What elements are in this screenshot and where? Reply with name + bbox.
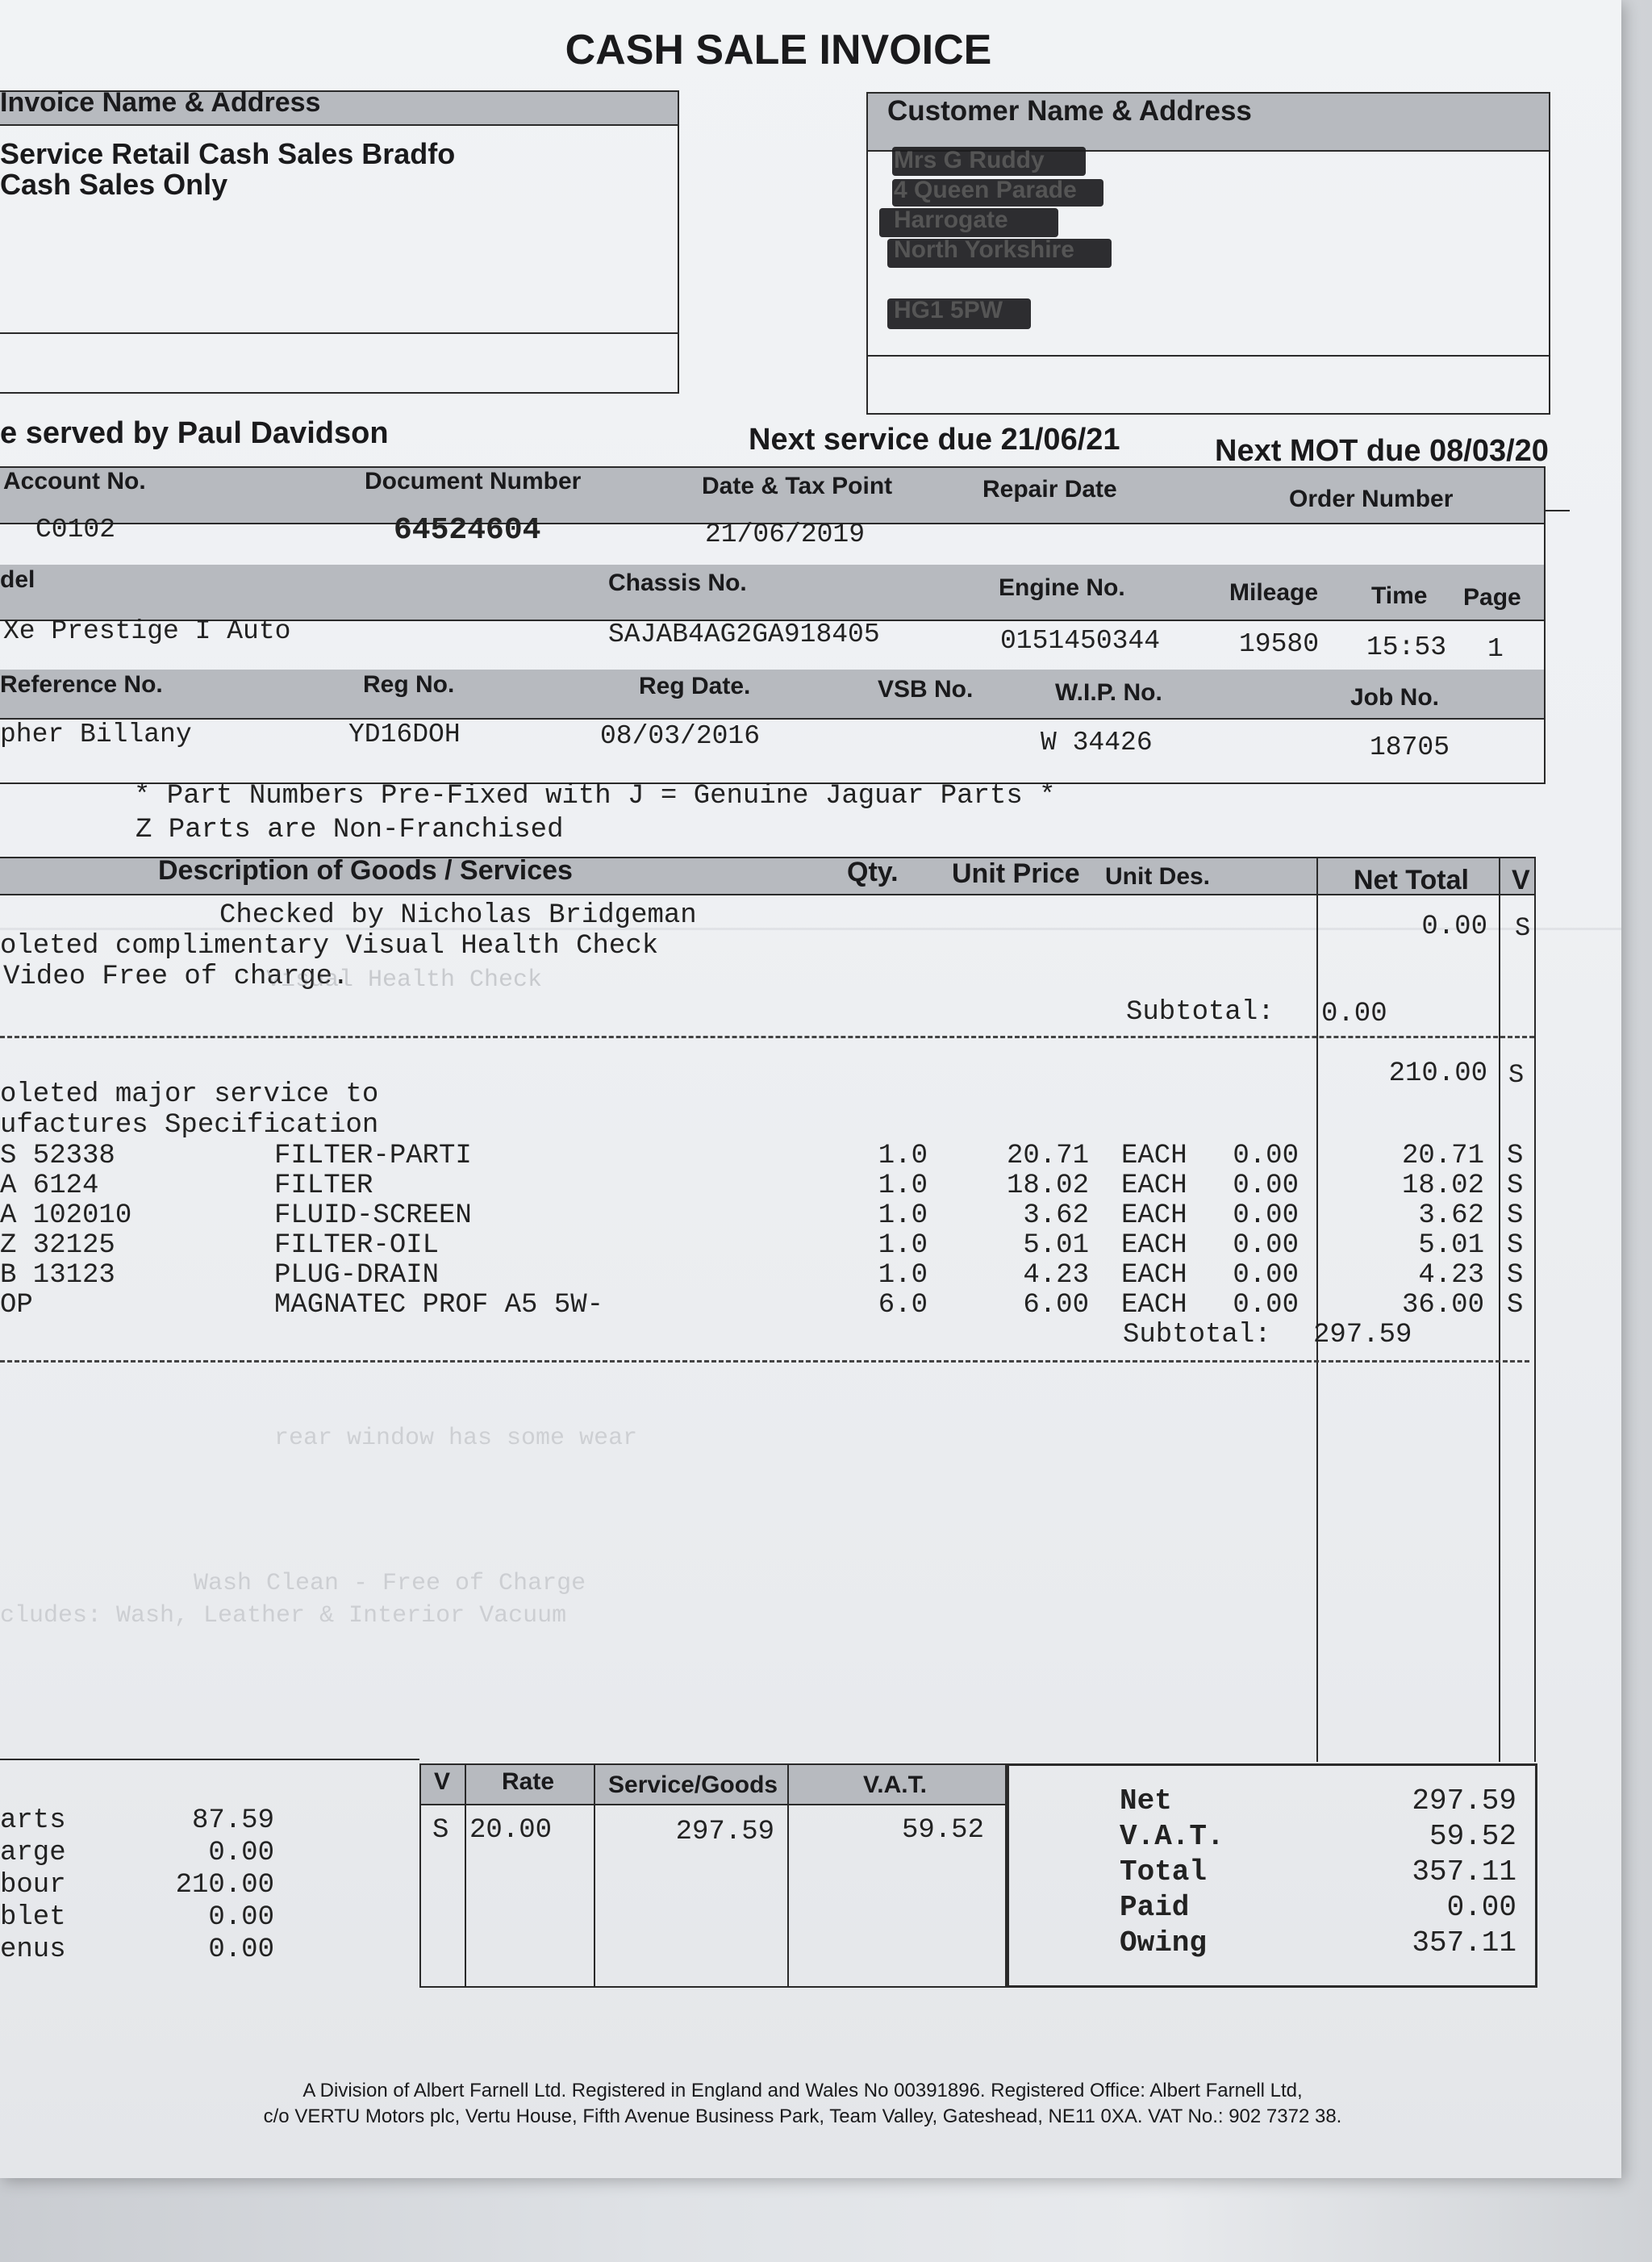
part-unit-des: EACH	[1121, 1200, 1187, 1231]
invoice-address-line2: Cash Sales Only	[0, 168, 228, 201]
part-description: FILTER-OIL	[274, 1230, 440, 1261]
header-chassis-no: Chassis No.	[608, 570, 747, 596]
header-page: Page	[1463, 584, 1521, 611]
time: 15:53	[1366, 632, 1447, 662]
part-vat-code: S	[1507, 1141, 1524, 1171]
total-label: Paid	[1120, 1891, 1190, 1924]
header-document-number: Document Number	[365, 468, 582, 495]
header-date-tax-point: Date & Tax Point	[702, 473, 893, 499]
part-vat-code: S	[1507, 1200, 1524, 1231]
customer-postcode: HG1 5PW	[894, 297, 1003, 323]
part-discount: 0.00	[1233, 1260, 1299, 1291]
header-vat-code: V	[1512, 865, 1530, 895]
part-discount: 0.00	[1233, 1230, 1299, 1261]
section-divider	[0, 1036, 1534, 1038]
analysis-label: blet	[0, 1902, 66, 1933]
engine-no: 0151450344	[1000, 626, 1161, 656]
analysis-label: enus	[0, 1934, 66, 1965]
vat-amount: 59.52	[901, 1815, 984, 1846]
vehicle-model: Xe Prestige I Auto	[3, 616, 291, 646]
part-unit-price: 5.01	[1023, 1230, 1089, 1261]
next-service-due: Next service due 21/06/21	[749, 423, 1120, 457]
part-net-total: 20.71	[1401, 1141, 1484, 1171]
part-net-total: 18.02	[1401, 1171, 1484, 1201]
part-description: MAGNATEC PROF A5 5W-	[274, 1290, 604, 1321]
header-account-no: Account No.	[3, 468, 146, 495]
section1-line1: Checked by Nicholas Bridgeman	[219, 900, 697, 931]
part-description: FILTER-PARTI	[274, 1141, 472, 1171]
part-unit-des: EACH	[1121, 1171, 1187, 1201]
part-description: PLUG-DRAIN	[274, 1260, 440, 1291]
total-label: Owing	[1120, 1926, 1208, 1959]
part-unit-price: 18.02	[1006, 1171, 1089, 1201]
invoice-address-line1: Service Retail Cash Sales Bradfo	[0, 137, 456, 170]
part-unit-price: 6.00	[1023, 1290, 1089, 1321]
footer-line2: c/o VERTU Motors plc, Vertu House, Fifth Avenue Business Park, Team Valley, Gateshead, NE11 0XA. VAT No.: 902 7372 38.	[263, 2105, 1342, 2127]
part-net-total: 3.62	[1418, 1200, 1484, 1231]
date-tax-point: 21/06/2019	[705, 520, 866, 549]
document-number: 64524604	[394, 513, 541, 548]
part-vat-code: S	[1507, 1230, 1524, 1261]
part-number: A 6124	[0, 1171, 99, 1201]
part-unit-price: 20.71	[1006, 1141, 1089, 1171]
part-unit-des: EACH	[1121, 1230, 1187, 1261]
customer-street: 4 Queen Parade	[894, 177, 1077, 203]
part-discount: 0.00	[1233, 1171, 1299, 1201]
section1-line2: oleted complimentary Visual Health Check	[0, 931, 659, 962]
header-repair-date: Repair Date	[982, 476, 1117, 503]
section2-subtotal-label: Subtotal:	[1123, 1320, 1271, 1350]
header-unit-des: Unit Des.	[1105, 863, 1211, 890]
analysis-value: 0.00	[208, 1838, 274, 1868]
analysis-label: bour	[0, 1870, 66, 1901]
section1-subtotal-label: Subtotal:	[1126, 997, 1274, 1028]
vat-header-rate: Rate	[502, 1768, 555, 1795]
part-description: FLUID-SCREEN	[274, 1200, 472, 1231]
invoice-address-heading: Invoice Name & Address	[0, 87, 321, 118]
part-discount: 0.00	[1233, 1290, 1299, 1321]
part-number: OP	[0, 1290, 33, 1321]
footer-line1: A Division of Albert Farnell Ltd. Registered in England and Wales No 00391896. Registered Office: Albert Farnell Ltd,	[302, 2080, 1303, 2101]
header-engine-no: Engine No.	[999, 574, 1125, 601]
header-order-number: Order Number	[1289, 486, 1454, 512]
part-qty: 1.0	[878, 1230, 928, 1261]
part-qty: 1.0	[878, 1200, 928, 1231]
part-qty: 6.0	[878, 1290, 928, 1321]
account-no: C0102	[35, 515, 116, 545]
page-number: 1	[1487, 634, 1504, 664]
part-unit-des: EACH	[1121, 1260, 1187, 1291]
analysis-value: 210.00	[175, 1870, 274, 1901]
part-net-total: 4.23	[1418, 1260, 1484, 1291]
service-goods-amount: 297.59	[675, 1817, 774, 1847]
part-net-total: 36.00	[1401, 1290, 1484, 1321]
reference-no: pher Billany	[0, 720, 192, 749]
part-net-total: 5.01	[1418, 1230, 1484, 1261]
section1-subtotal: 0.00	[1321, 999, 1387, 1029]
part-number: Z 32125	[0, 1230, 115, 1261]
section1-line3: Video Free of charge.	[3, 962, 349, 992]
header-model: del	[0, 566, 35, 593]
total-label: Total	[1120, 1855, 1208, 1888]
chassis-no: SAJAB4AG2GA918405	[608, 620, 880, 649]
header-vsb-no: VSB No.	[878, 676, 974, 703]
section2-vat-code: S	[1508, 1060, 1525, 1090]
analysis-value: 87.59	[191, 1805, 274, 1836]
part-vat-code: S	[1507, 1171, 1524, 1201]
part-vat-code: S	[1507, 1260, 1524, 1291]
part-discount: 0.00	[1233, 1200, 1299, 1231]
part-number: S 52338	[0, 1141, 115, 1171]
part-unit-des: EACH	[1121, 1141, 1187, 1171]
vat-header-vat: V.A.T.	[863, 1772, 927, 1798]
part-unit-price: 3.62	[1023, 1200, 1089, 1231]
header-mileage: Mileage	[1229, 579, 1319, 606]
header-time: Time	[1371, 582, 1428, 609]
analysis-label: arts	[0, 1805, 66, 1836]
header-net-total: Net Total	[1354, 865, 1469, 895]
next-mot-due: Next MOT due 08/03/20	[1215, 434, 1549, 468]
section1-vat-code: S	[1515, 913, 1531, 943]
header-qty: Qty.	[847, 857, 899, 887]
note-non-franchised: Z Parts are Non-Franchised	[136, 815, 564, 845]
net-total-column-line	[1316, 858, 1318, 1762]
job-no: 18705	[1370, 732, 1450, 762]
header-job-no: Job No.	[1350, 684, 1439, 711]
served-by: e served by Paul Davidson	[0, 416, 389, 450]
total-value: 357.11	[1412, 1926, 1516, 1959]
part-unit-price: 4.23	[1023, 1260, 1089, 1291]
mileage: 19580	[1239, 629, 1320, 659]
total-label: Net	[1120, 1784, 1172, 1818]
header-description: Description of Goods / Services	[158, 855, 573, 886]
part-qty: 1.0	[878, 1260, 928, 1291]
vat-code: S	[432, 1815, 449, 1846]
total-value: 297.59	[1412, 1784, 1516, 1818]
section1-net: 0.00	[1421, 912, 1487, 942]
analysis-value: 0.00	[208, 1902, 274, 1933]
section2-subtotal: 297.59	[1313, 1320, 1412, 1350]
customer-county: North Yorkshire	[894, 236, 1074, 263]
customer-address-heading: Customer Name & Address	[887, 95, 1252, 127]
customer-name: Mrs G Ruddy	[894, 147, 1045, 173]
section2-line2: ufactures Specification	[0, 1110, 379, 1141]
header-reference-no: Reference No.	[0, 671, 163, 698]
total-label: V.A.T.	[1120, 1820, 1224, 1853]
vat-header-v: V	[434, 1768, 451, 1795]
invoice-title: CASH SALE INVOICE	[565, 27, 992, 73]
vat-header-service-goods: Service/Goods	[608, 1772, 778, 1798]
section2-line1: oleted major service to	[0, 1079, 379, 1110]
header-reg-no: Reg No.	[363, 671, 455, 698]
total-value: 0.00	[1446, 1891, 1516, 1924]
reg-date: 08/03/2016	[600, 721, 761, 751]
total-value: 357.11	[1412, 1855, 1516, 1888]
section2-net: 210.00	[1388, 1058, 1487, 1089]
analysis-value: 0.00	[208, 1934, 274, 1965]
invoice-address-box	[0, 90, 679, 394]
part-unit-des: EACH	[1121, 1290, 1187, 1321]
part-number: A 102010	[0, 1200, 132, 1231]
header-wip-no: W.I.P. No.	[1055, 679, 1162, 706]
reg-no: YD16DOH	[348, 720, 461, 749]
part-discount: 0.00	[1233, 1141, 1299, 1171]
part-description: FILTER	[274, 1171, 373, 1201]
customer-town: Harrogate	[894, 207, 1008, 233]
note-genuine-parts: * Part Numbers Pre-Fixed with J = Genuine Jaguar Parts *	[134, 781, 1056, 812]
invoice-paper: CASH SALE INVOICE Invoice Name & Address Service Retail Cash Sales Bradfo Cash Sales Only Customer Name & Address Mrs G Ruddy 4 Queen Parade Harrogate North Yorkshire HG1 5PW e served by Paul Davidson Next service due 21/06/21 Next MOT due 08/03/20 Account No. Document Number Date & Tax Point Repair Date Order Number C0102 64524604 21/06/2019 del Chassis No. Engine No. Mileage Time Page Xe Prestige I Auto SAJAB4AG2GA918405 0151450344 19580 15:53 1 Reference No. Reg No. Reg Date. VSB No. W.I.P. No. Job No. pher Billany YD16DOH 08/03/2016 W 34426 18705 * Part Numbers Pre-Fixed with J = Genuine Jaguar Parts * Z Parts are Non-Franchised Description of Goods / Services Qty. Unit Price Unit Des. Net Total V Checked by Nicholas Bridgeman oleted complimentary Visual Health Check Video Free of charge. 0.00 S Subtotal: 0.00 210.00 S oleted major service to ufactures Specification S 52338 FILTER-PARTI 1.0 20.71 EACH 0.00 20.71 S A 6124 FILTER 1.0 18.02 EACH 0.00 18.02 S A 102010 FLUID-SCREEN 1.0 3.62 EACH 0.00 3.62 S Z 32125 FILTER-OIL 1.0 5.01 EACH 0.00 5.01 S B 13123 PLUG-DRAIN 1.0 4.23 EACH 0.00 4.23 S OP MAGNATEC PROF A5 5W- 6.0 6.00 EACH 0.00 36.00 S Subtotal: 297.59 Visual Health Check rear window has some wear Wash Clean - Free of Charge cludes: Wash, Leather & Interior Vacuum arts 87.59 arge 0.00 bour 210.00 blet 0.00 enus 0.00 V Rate Service/Goods V.A.T. S 20.00 297.59 59.52 Net 297.59 V.A.T. 59.52 Total 357.11 Paid 0.00 Owing 357.11 A Division of Albert Farnell Ltd. Registered in England and Wales No 00391896. Registered Office: Albert Farnell Ltd, c/o VERTU Motors plc, Vertu House, Fifth Avenue Business Park, Team Valley, Gateshead, NE11 0XA. VAT No.: 902 7372 38.	[0, 0, 1621, 2178]
vat-rate: 20.00	[469, 1815, 553, 1846]
part-vat-code: S	[1507, 1290, 1524, 1321]
header-unit-price: Unit Price	[952, 858, 1080, 889]
part-qty: 1.0	[878, 1141, 928, 1171]
wip-no: W 34426	[1041, 728, 1153, 757]
analysis-label: arge	[0, 1838, 66, 1868]
vat-column-line	[1499, 858, 1500, 1762]
part-qty: 1.0	[878, 1171, 928, 1201]
part-number: B 13123	[0, 1260, 115, 1291]
total-value: 59.52	[1429, 1820, 1516, 1853]
header-reg-date: Reg Date.	[639, 673, 751, 699]
